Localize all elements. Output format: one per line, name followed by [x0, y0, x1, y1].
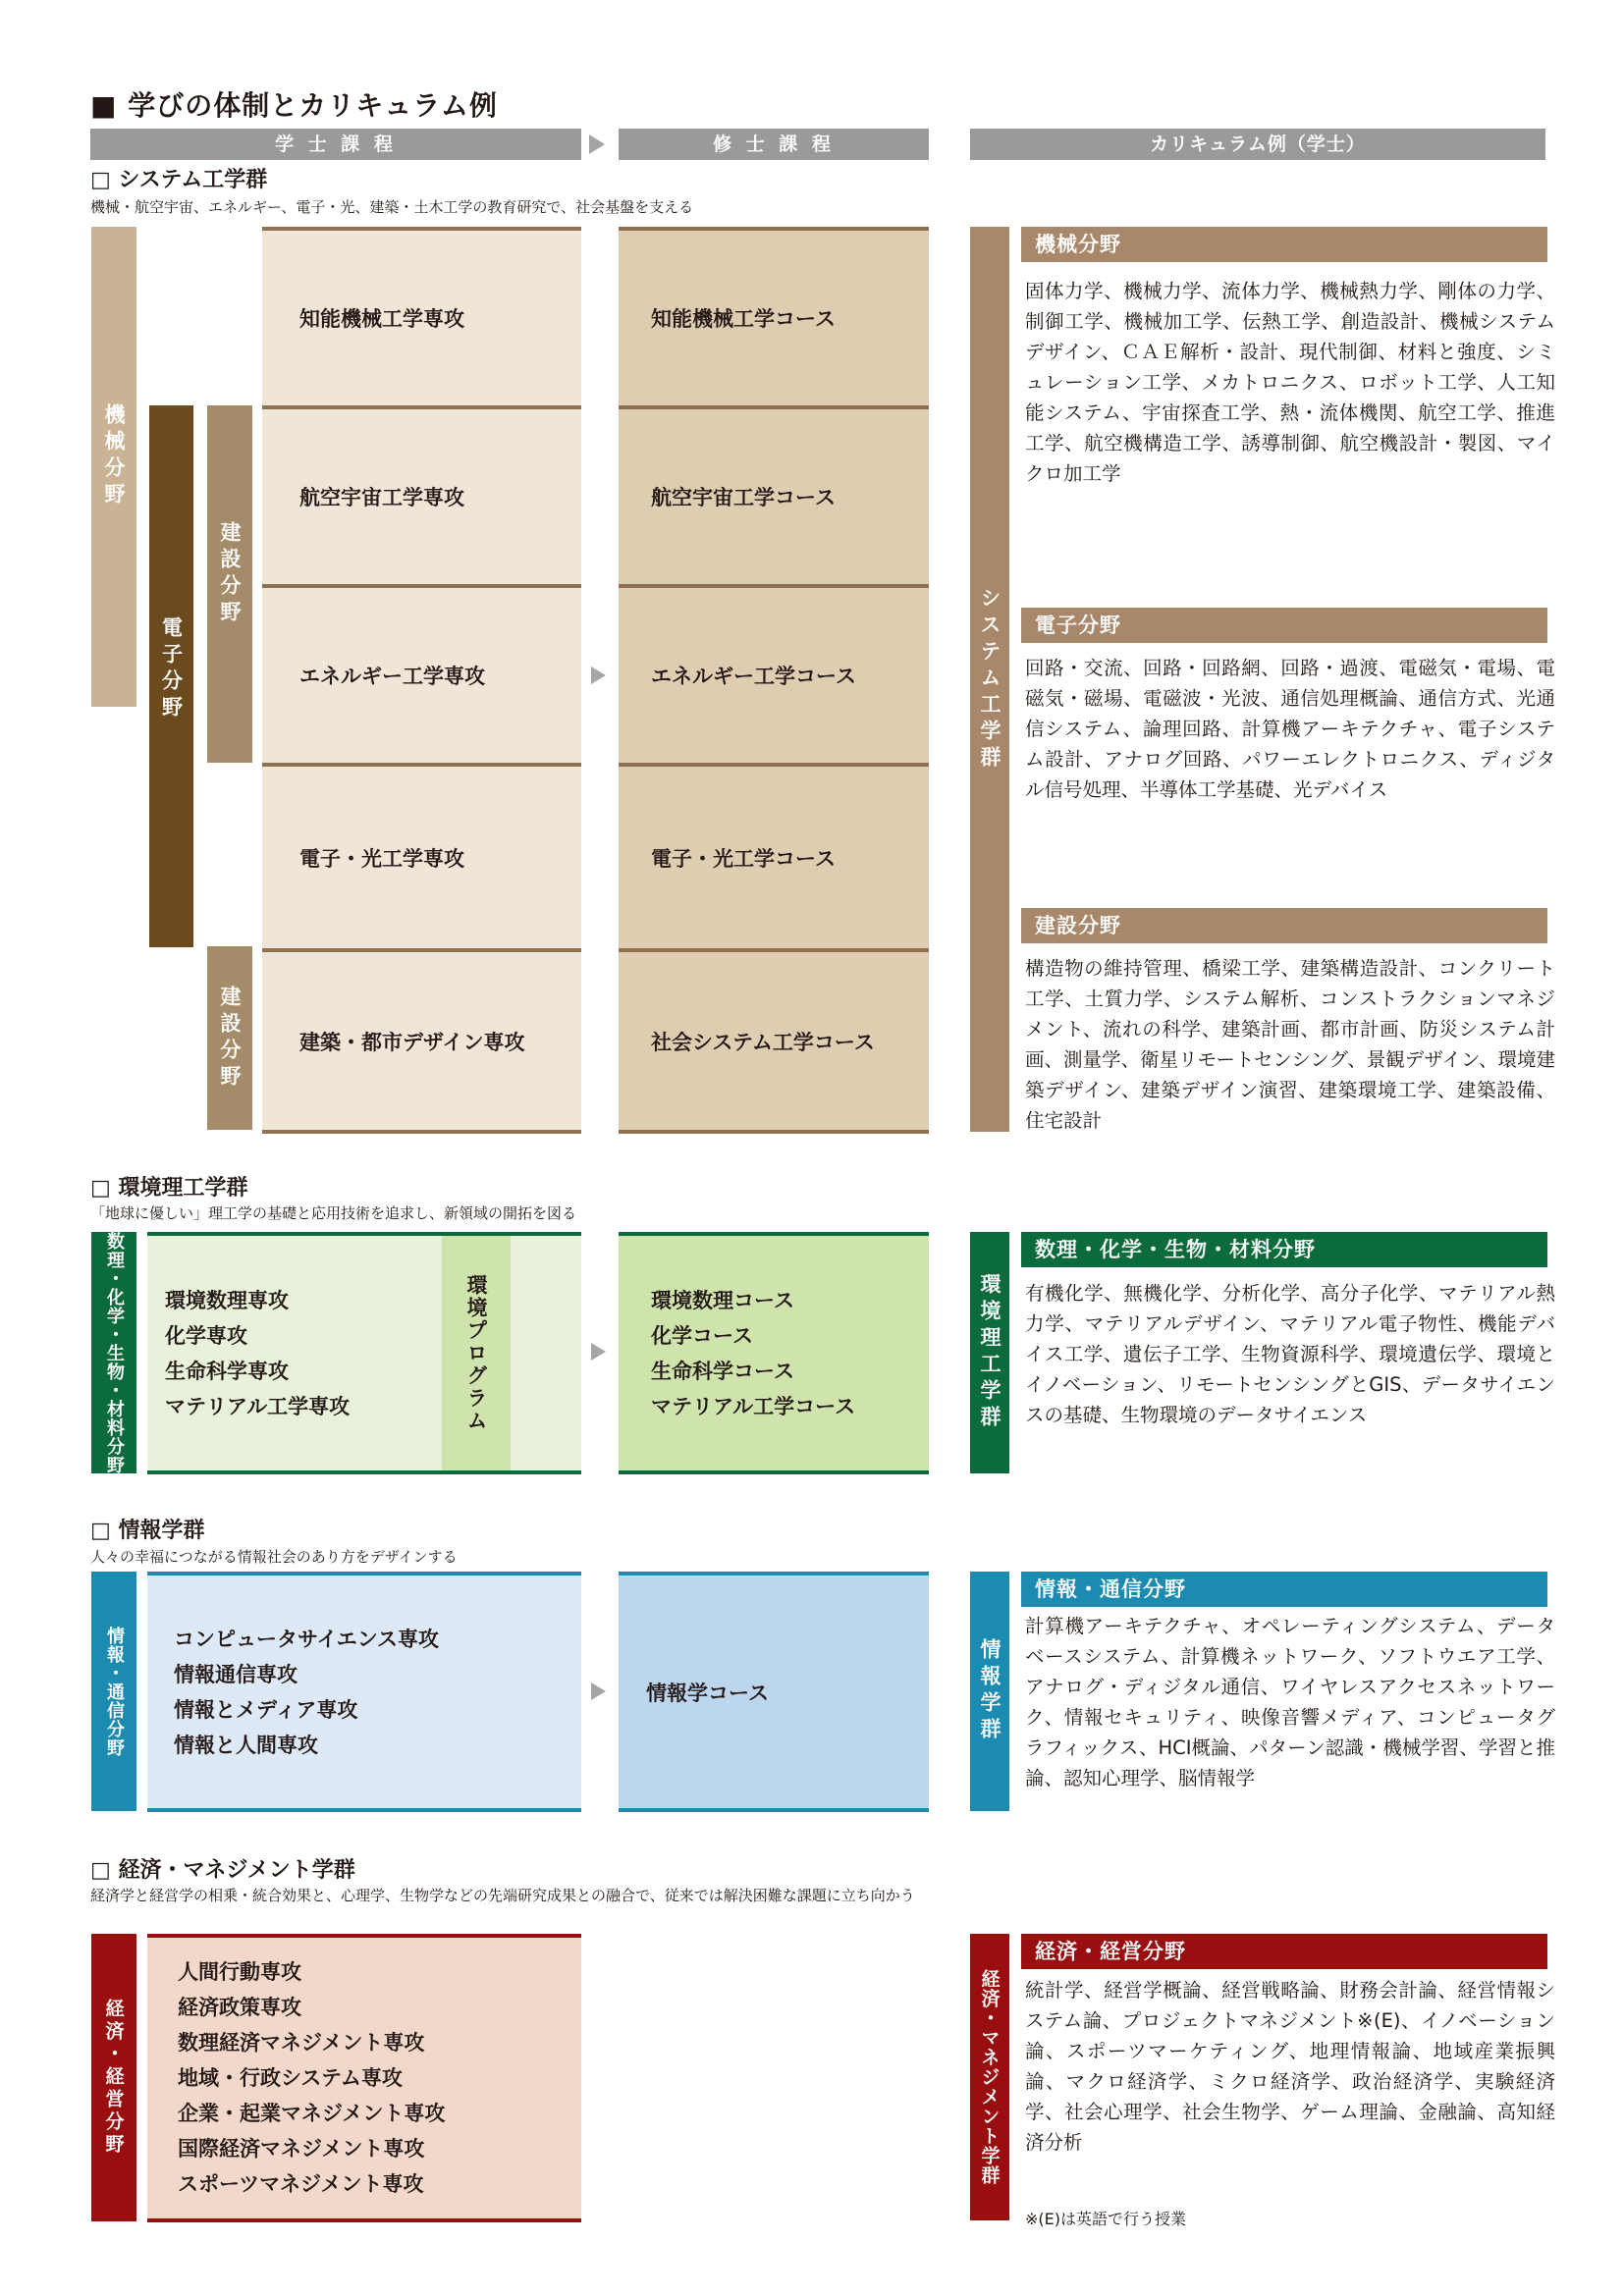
info-undergrad-box — [147, 1572, 581, 1812]
field-text-info: 計算機アーキテクチャ、オペレーティングシステム、データベースシステム、計算機ネットワーク、ソフトウエア工学、アナログ・ディジタル通信、ワイヤレスアクセスネットワーク、情報セキュリティ、映像音響メディア、コンピュータグラフィックス、HCI概論、パターン認識・機械学習、学習と推論、認知心理学、脳情報学 — [1025, 1615, 1555, 1789]
system-major-cell: 航空宇宙工学専攻 — [262, 409, 581, 584]
system-course-cell: 知能機械工学コース — [619, 231, 929, 405]
info-course-cell: 情報学コース — [646, 1681, 769, 1705]
econ-major: 数理経済マネジメント専攻 — [178, 2031, 425, 2055]
info-major: 情報とメディア専攻 — [174, 1697, 358, 1722]
econ-major: 企業・起業マネジメント専攻 — [178, 2102, 446, 2125]
env-side-label: 数理・化学・生物・材料分野 — [91, 1232, 136, 1473]
env-major: 化学専攻 — [165, 1323, 247, 1348]
info-major: 情報通信専攻 — [174, 1662, 298, 1686]
env-group-label: 環境理工学群 — [970, 1232, 1009, 1473]
system-group-subtitle: 機械・航空宇宙、エネルギー、電子・光、建築・土木工学の教育研究で、社会基盤を支える — [90, 198, 694, 216]
system-group-title: □ システム工学群 — [90, 168, 268, 192]
info-master-box — [619, 1572, 929, 1812]
field-head-kikai: 機械分野 — [1021, 227, 1547, 262]
env-major-list — [165, 1236, 350, 1470]
system-major-cell: エネルギー工学専攻 — [262, 588, 581, 763]
info-major: 情報と人間専攻 — [174, 1733, 318, 1757]
side-label-kensetsu-top: 建設分野 — [207, 405, 252, 763]
env-course: 生命科学コース — [651, 1359, 794, 1383]
column-header-undergrad: 学 士 課 程 — [90, 129, 581, 160]
env-undergrad-box — [147, 1232, 581, 1474]
system-course-cell: 社会システム工学コース — [619, 952, 929, 1130]
econ-major: 経済政策専攻 — [178, 1996, 301, 2019]
env-group-subtitle: 「地球に優しい」理工学の基礎と応用技術を追求し、新領域の開拓を図る — [90, 1204, 577, 1222]
env-master-box — [619, 1232, 929, 1474]
field-text-env: 有機化学、無機化学、分析化学、高分子化学、マテリアル熱力学、マテリアルデザイン、マテリアル電子物性、機能デバイス工学、遺伝子工学、生物資源科学、環境遺伝学、環境とイノベーション、リモートセンシングとGIS、データサイエンスの基礎、生物環境のデータサイエンス — [1025, 1282, 1555, 1426]
system-major-cell: 知能機械工学専攻 — [262, 231, 581, 405]
system-arrow-icon — [591, 667, 606, 684]
econ-major: スポーツマネジメント専攻 — [178, 2172, 424, 2196]
field-text-econ: 統計学、経営学概論、経営戦略論、財務会計論、経営情報システム論、プロジェクトマネジメント※(E)、イノベーション論、スポーツマーケティング、地理情報論、地域産業振興論、マクロ経済学、ミクロ経済学、政治経済学、実験経済学、社会心理学、社会生物学、ゲーム理論、金融論、高知経済分析 — [1025, 1979, 1555, 2154]
side-label-kensetsu-bottom: 建設分野 — [207, 946, 252, 1130]
field-head-env: 数理・化学・生物・材料分野 — [1021, 1232, 1547, 1267]
env-group-title: □ 環境理工学群 — [90, 1176, 248, 1201]
econ-major: 人間行動専攻 — [178, 1960, 301, 1984]
side-label-denshi: 電子分野 — [149, 405, 193, 947]
info-major: コンピュータサイエンス専攻 — [174, 1627, 440, 1651]
env-major: マテリアル工学専攻 — [165, 1394, 351, 1418]
env-program-label: 環境プログラム — [442, 1236, 511, 1470]
econ-group-subtitle: 経済学と経営学の相乗・統合効果と、心理学、生物学などの先端研究成果との融合で、従来では解決困難な課題に立ち向かう — [90, 1887, 915, 1904]
field-text-kensetsu: 構造物の維持管理、橋梁工学、建築構造設計、コンクリート工学、土質力学、システム解析、コンストラクションマネジメント、流れの科学、建築計画、都市計画、防災システム計画、測量学、衛星リモートセンシング、景観デザイン、環境建築デザイン、建築デザイン演習、建築環境工学、建築設備、住宅設計 — [1025, 957, 1555, 1132]
english-class-note: ※(E)は英語で行う授業 — [1025, 2210, 1187, 2228]
econ-side-label: 経済・経営分野 — [91, 1934, 136, 2221]
econ-major: 国際経済マネジメント専攻 — [178, 2137, 425, 2161]
env-major: 生命科学専攻 — [165, 1359, 289, 1383]
info-arrow-icon — [591, 1682, 606, 1700]
system-group-label: システム工学群 — [970, 227, 1009, 1132]
field-head-info: 情報・通信分野 — [1021, 1572, 1547, 1607]
econ-group-title: □ 経済・マネジメント学群 — [90, 1858, 355, 1883]
column-header-master: 修 士 課 程 — [619, 129, 929, 160]
env-course: 環境数理コース — [651, 1288, 794, 1312]
system-major-cell: 電子・光工学専攻 — [262, 767, 581, 948]
econ-undergrad-box — [147, 1934, 581, 2222]
info-group-subtitle: 人々の幸福につながる情報社会のあり方をデザインする — [90, 1548, 458, 1566]
info-group-title: □ 情報学群 — [90, 1519, 205, 1543]
system-master-column — [619, 227, 929, 1134]
econ-major-list — [178, 1938, 445, 2218]
system-course-cell: 航空宇宙工学コース — [619, 409, 929, 584]
econ-major: 地域・行政システム専攻 — [178, 2066, 403, 2090]
system-course-cell: 電子・光工学コース — [619, 767, 929, 948]
info-group-label: 情報学群 — [970, 1572, 1009, 1811]
system-course-cell: エネルギー工学コース — [619, 588, 929, 763]
page-title: ■ 学びの体制とカリキュラム例 — [90, 89, 498, 122]
env-arrow-icon — [591, 1343, 606, 1361]
econ-group-label: 経済・マネジメント学群 — [970, 1934, 1009, 2220]
env-course-list — [651, 1236, 855, 1470]
system-major-cell: 建築・都市デザイン専攻 — [262, 952, 581, 1130]
column-header-curriculum: カリキュラム例（学士） — [970, 129, 1545, 160]
field-head-denshi: 電子分野 — [1021, 608, 1547, 643]
field-head-kensetsu: 建設分野 — [1021, 908, 1547, 943]
system-undergrad-column — [262, 227, 581, 1134]
field-head-econ: 経済・経営分野 — [1021, 1934, 1547, 1969]
env-major: 環境数理専攻 — [165, 1288, 289, 1312]
header-arrow-icon — [589, 134, 605, 154]
env-course: マテリアル工学コース — [651, 1394, 856, 1418]
field-text-denshi: 回路・交流、回路・回路網、回路・過渡、電磁気・電場、電磁気・磁場、電磁波・光波、通信処理概論、通信方式、光通信システム、論理回路、計算機アーキテクチャ、電子システム設計、アナログ回路、パワーエレクトロニクス、ディジタル信号処理、半導体工学基礎、光デバイス — [1025, 657, 1555, 801]
side-label-kikai: 機械分野 — [91, 227, 136, 707]
env-course: 化学コース — [651, 1323, 753, 1348]
field-text-kikai: 固体力学、機械力学、流体力学、機械熱力学、剛体の力学、制御工学、機械加工学、伝熱工学、創造設計、機械システムデザイン、ＣＡＥ解析・設計、現代制御、材料と強度、シミュレーション工学、メカトロニクス、ロボット工学、人工知能システム、宇宙探査工学、熱・流体機関、航空工学、推進工学、航空機構造工学、誘導制御、航空機設計・製図、マイクロ加工学 — [1025, 280, 1555, 485]
info-major-list — [174, 1575, 439, 1808]
info-side-label: 情報・通信分野 — [91, 1572, 136, 1811]
